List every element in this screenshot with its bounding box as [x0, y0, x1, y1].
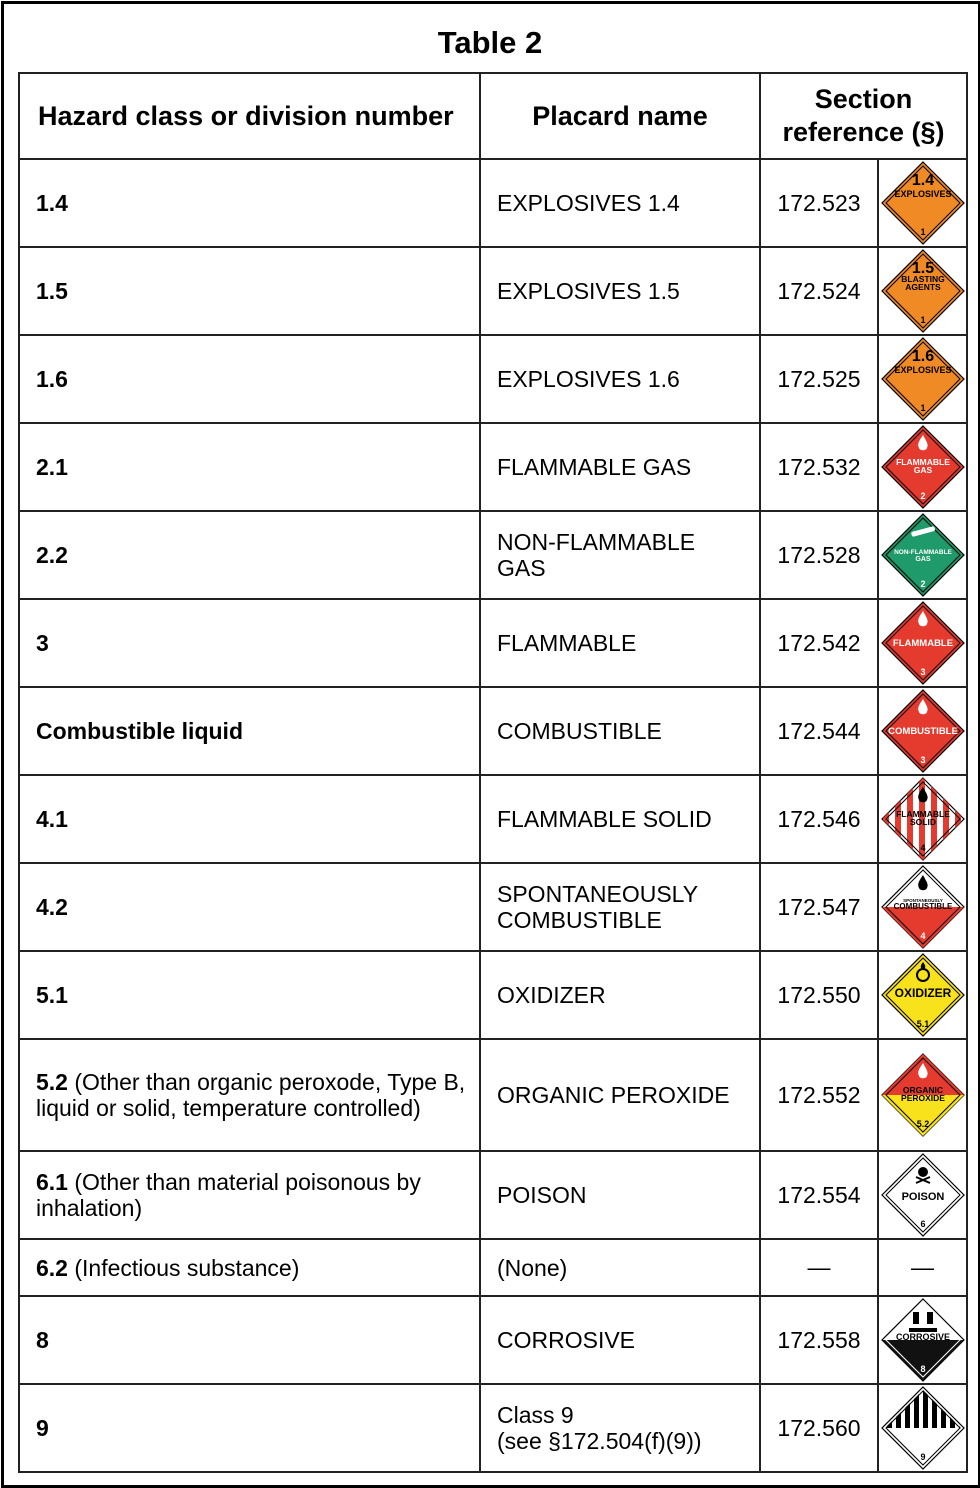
hazard-class-number: 5.2	[36, 1069, 68, 1095]
placard-text-mid1: ORGANIC	[902, 1085, 943, 1095]
placard-text-mid1: FLAMMABLE	[895, 457, 950, 467]
hazard-class-number: 2.2	[36, 542, 68, 568]
placard-text-mid2: PEROXIDE	[900, 1093, 945, 1103]
section-reference-cell: 172.552	[760, 1039, 878, 1151]
hazard-class-number: 1.4	[36, 190, 68, 216]
organic-peroxide-placard-icon	[881, 1053, 965, 1137]
placard-text-mid2: AGENTS	[904, 282, 941, 292]
placard-text-bottom: 2	[919, 579, 926, 589]
placard-name-cell	[480, 687, 760, 775]
section-reference-cell: 172.532	[760, 423, 878, 511]
hazard-class-number: 9	[36, 1415, 49, 1441]
placard-name: EXPLOSIVES 1.6	[497, 366, 680, 392]
placard-text-mid1: EXPLOSIVES	[893, 365, 952, 375]
placard-name: FLAMMABLE	[497, 630, 637, 656]
placard-name: ORGANIC PEROXIDE	[497, 1082, 730, 1108]
placard-name-cell	[480, 863, 760, 951]
placard-text-bottom: 6	[919, 1219, 926, 1229]
placard-image-cell	[878, 951, 967, 1039]
non-flammable-gas-placard-icon	[881, 513, 965, 597]
hazard-class-cell	[19, 1239, 480, 1296]
placard-name-cell	[480, 511, 760, 599]
section-reference-cell: 172.524	[760, 247, 878, 335]
placard-name: EXPLOSIVES 1.4	[497, 190, 680, 216]
hazard-class-cell	[19, 1296, 480, 1384]
header-section	[760, 73, 967, 159]
placard-name: FLAMMABLE GAS	[497, 454, 692, 480]
placard-name: CORROSIVE	[497, 1327, 636, 1353]
placard-name-cell	[480, 599, 760, 687]
table-row	[19, 1039, 967, 1151]
placard-text-mid2: GAS	[914, 556, 931, 563]
placard-text-bottom: 3	[919, 755, 926, 765]
placard-name: OXIDIZER	[497, 982, 606, 1008]
spontaneously-combustible-placard-icon	[881, 865, 965, 949]
table-row	[19, 951, 967, 1039]
section-reference-cell: 172.550	[760, 951, 878, 1039]
hazard-table	[18, 72, 968, 1473]
placard-text-bottom: 9	[919, 1452, 926, 1462]
placard-text-bottom: 8	[919, 1364, 926, 1374]
blasting-agents-placard-icon	[881, 249, 965, 333]
placard-text-mid1: BLASTING	[900, 274, 945, 284]
placard-text-bottom: 5.1	[916, 1019, 929, 1029]
placard-text-bottom: 1	[919, 227, 926, 237]
placard-image-cell	[878, 423, 967, 511]
hazard-class-cell	[19, 511, 480, 599]
placard-name-cell	[480, 1039, 760, 1151]
hazard-class-cell	[19, 1384, 480, 1472]
placard-image-cell	[878, 775, 967, 863]
hazard-class-cell	[19, 159, 480, 247]
placard-image-cell	[878, 863, 967, 951]
placard-name-cell	[480, 775, 760, 863]
placard-name-cont: (see §172.504(f)(9))	[497, 1428, 702, 1454]
placard-text-mid1: EXPLOSIVES	[893, 189, 952, 199]
placard-name-cell	[480, 247, 760, 335]
placard-name-cell	[480, 423, 760, 511]
flammable-placard-icon	[881, 601, 965, 685]
table-row	[19, 511, 967, 599]
hazard-class-cell	[19, 335, 480, 423]
placard-name: SPONTANEOUSLY	[497, 881, 699, 907]
table-row	[19, 423, 967, 511]
placard-text-mid1: NON-FLAMMABLE	[893, 549, 952, 556]
placard-name-cont: COMBUSTIBLE	[497, 907, 662, 933]
section-reference-cell: —	[760, 1239, 878, 1296]
table-row	[19, 1151, 967, 1239]
section-reference-cell: 172.528	[760, 511, 878, 599]
placard-image-cell	[878, 1384, 967, 1472]
flammable-solid-placard-icon	[881, 777, 965, 861]
section-reference-cell: 172.560	[760, 1384, 878, 1472]
placard-text-top: 1.5	[911, 260, 934, 277]
placard-name: NON-FLAMMABLE	[497, 529, 696, 555]
hazard-class-number: 8	[36, 1327, 49, 1353]
placard-text-top: 1.4	[911, 172, 934, 189]
hazard-class-cell	[19, 423, 480, 511]
header-section-line1: Section	[814, 84, 913, 114]
placard-text-mid1: COMBUSTIBLE	[893, 902, 952, 911]
placard-image-cell	[878, 335, 967, 423]
hazard-class-cell	[19, 599, 480, 687]
placard-text-mid1: COMBUSTIBLE	[887, 726, 958, 737]
placard-name: POISON	[497, 1182, 587, 1208]
placard-image-cell	[878, 1239, 967, 1296]
placard-text-bottom: 1	[919, 403, 926, 413]
placard-text-mid1: OXIDIZER	[894, 986, 951, 1000]
section-reference-cell: 172.546	[760, 775, 878, 863]
section-reference-cell: 172.542	[760, 599, 878, 687]
placard-image-cell	[878, 247, 967, 335]
hazard-class-number: 6.1	[36, 1169, 68, 1195]
flammable-gas-placard-icon	[881, 425, 965, 509]
placard-text-mid1: POISON	[901, 1191, 944, 1203]
combustible-placard-icon	[881, 689, 965, 773]
placard-name-cell	[480, 1239, 760, 1296]
placard-image-cell	[878, 687, 967, 775]
table-row	[19, 775, 967, 863]
section-reference-cell: 172.544	[760, 687, 878, 775]
explosive-1-6-placard-icon	[881, 337, 965, 421]
header-row	[19, 73, 967, 159]
hazard-class-number: 2.1	[36, 454, 68, 480]
hazard-class-note-cont: inhalation)	[36, 1195, 143, 1221]
hazard-class-note: (Infectious substance)	[67, 1254, 300, 1281]
placard-name-cell	[480, 1296, 760, 1384]
section-reference-cell: 172.554	[760, 1151, 878, 1239]
table-row	[19, 1239, 967, 1296]
hazard-class-number: 5.1	[36, 982, 68, 1008]
placard-image-cell	[878, 1296, 967, 1384]
placard-name-cell	[480, 1384, 760, 1472]
placard-name: COMBUSTIBLE	[497, 718, 662, 744]
placard-name: EXPLOSIVES 1.5	[497, 278, 680, 304]
header-placard: Placard name	[480, 73, 760, 159]
hazard-class-number: 1.5	[36, 278, 68, 304]
corrosive-placard-icon	[881, 1298, 965, 1382]
section-reference-cell: 172.525	[760, 335, 878, 423]
oxidizer-placard-icon	[881, 953, 965, 1037]
table-row	[19, 599, 967, 687]
placard-image-cell	[878, 599, 967, 687]
hazard-class-cell	[19, 1039, 480, 1151]
placard-text-mid2: SOLID	[909, 817, 936, 827]
table-row	[19, 335, 967, 423]
placard-name-cell	[480, 335, 760, 423]
hazard-class-cell	[19, 247, 480, 335]
header-hazard: Hazard class or division number	[19, 73, 480, 159]
class-9-placard-icon	[881, 1386, 965, 1470]
hazard-class-number: 4.1	[36, 806, 68, 832]
placard-text-top: 1.6	[911, 348, 934, 365]
table-row	[19, 687, 967, 775]
table-row	[19, 863, 967, 951]
placard-name-cell	[480, 951, 760, 1039]
hazard-class-note-cont: liquid or solid, temperature controlled)	[36, 1095, 421, 1121]
placard-image-cell	[878, 1151, 967, 1239]
section-reference-cell: 172.558	[760, 1296, 878, 1384]
placard-name: Class 9	[497, 1402, 574, 1428]
hazard-class-number: Combustible liquid	[36, 718, 243, 744]
table-row	[19, 1296, 967, 1384]
hazard-class-number: 3	[36, 630, 49, 656]
placard-text-bottom: 4	[919, 931, 926, 941]
explosive-1-4-placard-icon	[881, 161, 965, 245]
placard-image-cell	[878, 1039, 967, 1151]
placard-name: (None)	[497, 1254, 568, 1281]
placard-image-cell	[878, 511, 967, 599]
hazard-class-cell	[19, 687, 480, 775]
placard-text-bottom: 3	[919, 667, 926, 677]
placard-name-cell	[480, 159, 760, 247]
hazard-class-cell	[19, 863, 480, 951]
hazard-class-number: 1.6	[36, 366, 68, 392]
placard-text-mid1: CORROSIVE	[895, 1332, 950, 1342]
section-reference-cell: 172.523	[760, 159, 878, 247]
hazard-class-cell	[19, 951, 480, 1039]
placard-text-top: SPONTANEOUSLY	[902, 898, 943, 903]
no-placard-dash: —	[911, 1254, 934, 1280]
placard-image-cell	[878, 159, 967, 247]
header-section-line2: reference (§)	[782, 117, 945, 147]
placard-text-bottom: 5.2	[916, 1119, 929, 1129]
placard-text-mid1: FLAMMABLE	[895, 809, 950, 819]
placard-text-bottom: 2	[919, 491, 926, 501]
placard-text-mid2: GAS	[913, 465, 932, 475]
placard-name-cell	[480, 1151, 760, 1239]
hazard-class-note: (Other than material poisonous by	[67, 1169, 421, 1195]
hazard-class-note: (Other than organic peroxode, Type B,	[67, 1069, 466, 1095]
table-row	[19, 159, 967, 247]
table-title: Table 2	[437, 25, 543, 60]
hazard-class-number: 6.2	[36, 1254, 68, 1281]
placard-text-bottom: 4	[919, 843, 926, 853]
hazard-class-cell	[19, 1151, 480, 1239]
table-row	[19, 247, 967, 335]
placard-name-cont: GAS	[497, 555, 546, 581]
placard-text-bottom: 1	[919, 315, 926, 325]
hazard-class-cell	[19, 775, 480, 863]
poison-placard-icon	[881, 1153, 965, 1237]
placard-text-mid1: FLAMMABLE	[892, 638, 953, 649]
hazard-class-number: 4.2	[36, 894, 68, 920]
placard-name: FLAMMABLE SOLID	[497, 806, 712, 832]
section-reference-cell: 172.547	[760, 863, 878, 951]
table-row	[19, 1384, 967, 1472]
